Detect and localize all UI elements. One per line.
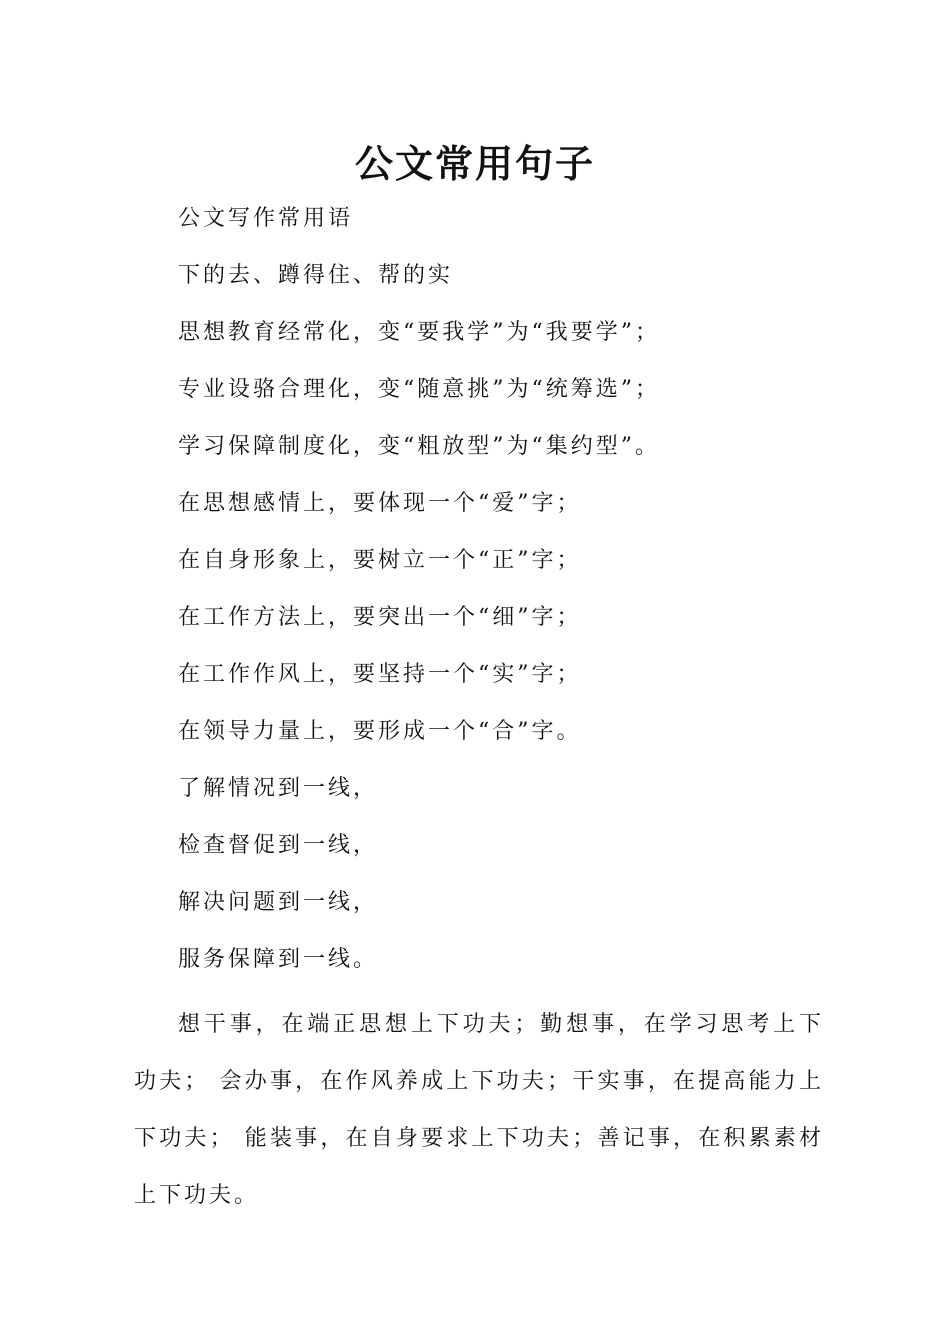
text-line: 服务保障到一线。: [178, 947, 379, 972]
text-line: 在工作方法上，要突出一个“细”字；: [178, 605, 582, 630]
text-line: 在工作作风上，要坚持一个“实”字；: [178, 662, 582, 687]
text-line: 了解情况到一线，: [178, 776, 379, 801]
text-line: 公文写作常用语: [178, 206, 354, 231]
text-line: 在自身形象上，要树立一个“正”字；: [178, 548, 582, 573]
text-line: 在领导力量上，要形成一个“合”字。: [178, 719, 582, 744]
text-line: 检查督促到一线，: [178, 833, 379, 858]
text-line: 专业设骆合理化，变“随意挑”为“统筹选”；: [178, 377, 660, 402]
body-paragraph: 想干事，在端正思想上下功夫；勤想事，在学习思考上下功夫； 会办事，在作风养成上下功夫；干实事，在提高能力上下功夫； 能装事，在自身要求上下功夫；善记事，在积累素材上下功夫。: [134, 1012, 824, 1208]
document-title: 公文常用句子: [354, 142, 595, 186]
text-line: 下的去、蹲得住、帮的实: [178, 263, 454, 288]
text-line: 学习保障制度化，变“粗放型”为“集约型”。: [178, 434, 660, 459]
text-line: 思想教育经常化，变“要我学”为“我要学”；: [178, 320, 660, 345]
text-line: 在思想感情上，要体现一个“爱”字；: [178, 491, 582, 516]
text-line: 解决问题到一线，: [178, 890, 379, 915]
